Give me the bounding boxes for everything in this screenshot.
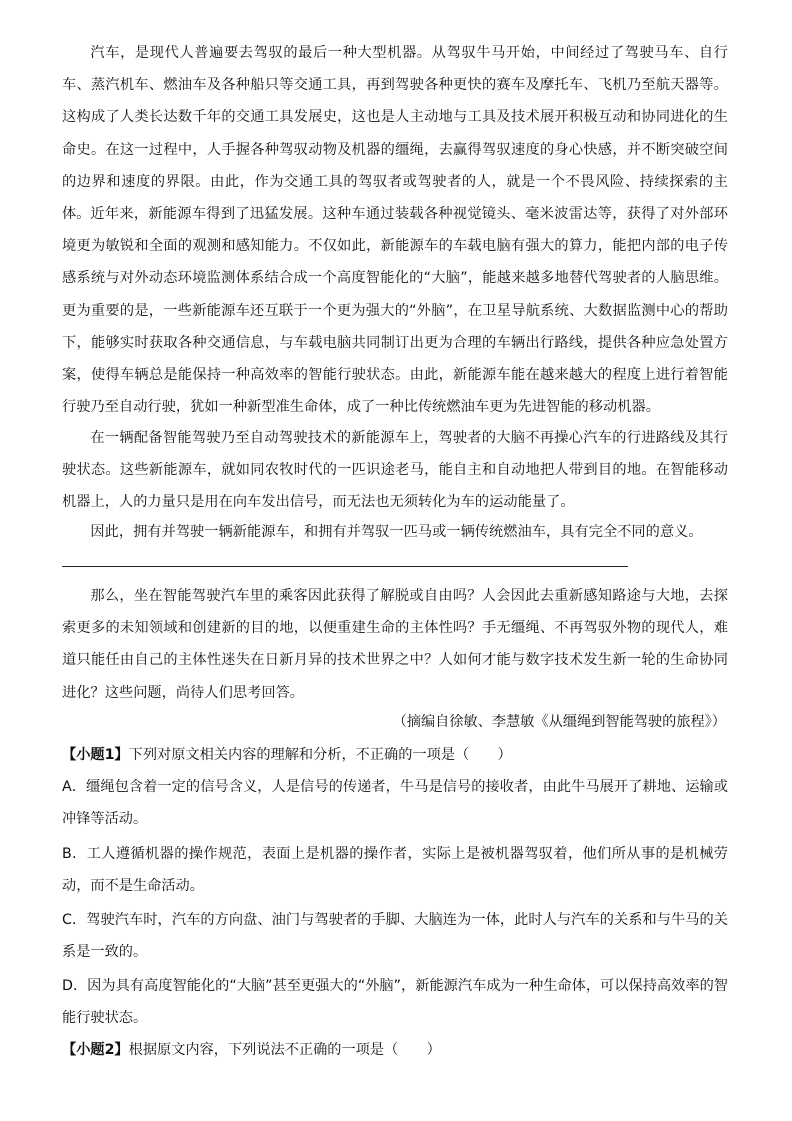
passage-paragraph-5: 那么，坐在智能驾驶汽车里的乘客因此获得了解脱或自由吗？人会因此去重新感知路途与大地，去探索更多的未知领域和创建新的目的地，以便重建生命的主体性吗？手无缰绳、不再驾驭外物的现代人，难道只能任由自己的主体性迷失在日新月异的技术世界之中？人如何才能与数字技术发生新一轮的生命协同进化？这些问题，尚待人们思考回答。 bbox=[62, 588, 728, 701]
question-2-text: 根据原文内容，下列说法不正确的一项是（ ） bbox=[128, 1042, 441, 1058]
passage-paragraph-2: 近年来，新能源车得到了迅猛发展。这种车通过装载各种视觉镜头、毫米波雷达等，获得了对外部环境更为敏锐和全面的观测和感知能力。不仅如此，新能源车的车载电脑有强大的算力，能把内部的电子传感系统与对外动态环境监测体系结合成一个高度智能化的“大脑”，能越来越多地替代驾驶者的人脑思维。更为重要的是，一些新能源车还互联于一个更为强大的“外脑”，在卫星导航系统、大数据监测中心的帮助下，能够实时获取各种交通信息，与车载电脑共同制订出更为合理的车辆出行路线，提供各种应急处置方案，使得车辆总是能保持一种高效率的智能行驶状态。由此，新能源车能在越来越大的程度上进行着智能行驶乃至自动行驶，犹如一种新型准生命体，成了一种比传统燃油车更为先进智能的移动机器。 bbox=[62, 206, 728, 416]
question-1-option-b: B．工人遵循机器的操作规范，表面上是机器的操作者，实际上是被机器驾驭着，他们所从事的是机械劳动，而不是生命活动。 bbox=[62, 846, 728, 894]
question-1-option-a: A．缰绳包含着一定的信号含义，人是信号的传递者，牛马是信号的接收者，由此牛马展开了耕地、运输或冲锋等活动。 bbox=[62, 779, 728, 827]
question-1-option-d: D．因为具有高度智能化的“大脑”甚至更强大的“外脑”，新能源汽车成为一种生命体，可以保持高效率的智能行驶状态。 bbox=[62, 978, 728, 1026]
section-divider bbox=[62, 566, 628, 567]
source-citation: （摘编自徐敏、李慧敏《从缰绳到智能驾驶的旅程》） bbox=[392, 714, 726, 730]
question-1-option-c: C．驾驶汽车时，汽车的方向盘、油门与驾驶者的手脚、大脑连为一体，此时人与汽车的关系和与牛马的关系是一致的。 bbox=[62, 912, 728, 960]
question-2-stem bbox=[62, 1034, 728, 1066]
question-1-stem bbox=[62, 739, 728, 771]
question-1-text: 下列对原文相关内容的理解和分析，不正确的一项是（ ） bbox=[128, 747, 512, 763]
question-2-tag: 【小题2】 bbox=[62, 1042, 129, 1058]
passage-paragraph-3: 在一辆配备智能驾驶乃至自动驾驶技术的新能源车上，驾驶者的大脑不再操心汽车的行进路线及其行驶状态。这些新能源车，就如同农牧时代的一匹识途老马，能自主和自动地把人带到目的地。在智能移动机器上，人的力量只是用在向车发出信号，而无法也无须转化为车的运动能量了。 bbox=[62, 430, 728, 511]
question-1-tag: 【小题1】 bbox=[62, 747, 129, 763]
passage-paragraph-4: 因此，拥有并驾驶一辆新能源车，和拥有并驾驭一匹马或一辆传统燃油车，具有完全不同的意义。 bbox=[90, 524, 703, 540]
passage-paragraph-1: 汽车，是现代人普遍要去驾驭的最后一种大型机器。从驾驭牛马开始，中间经过了驾驶马车、自行车、蒸汽机车、燃油车及各种船只等交通工具，再到驾驶各种更快的赛车及摩托车、飞机乃至航天器等。这构成了人类长达数千年的交通工具发展史，这也是人主动地与工具及技术展开积极互动和协同进化的生命史。在这一过程中，人手握各种驾驭动物及机器的缰绳，去赢得驾驭速度的身心快感，并不断突破空间的边界和速度的界限。由此，作为交通工具的驾驭者或驾驶者的人，就是一个不畏风险、持续探索的主体。 bbox=[62, 45, 728, 223]
